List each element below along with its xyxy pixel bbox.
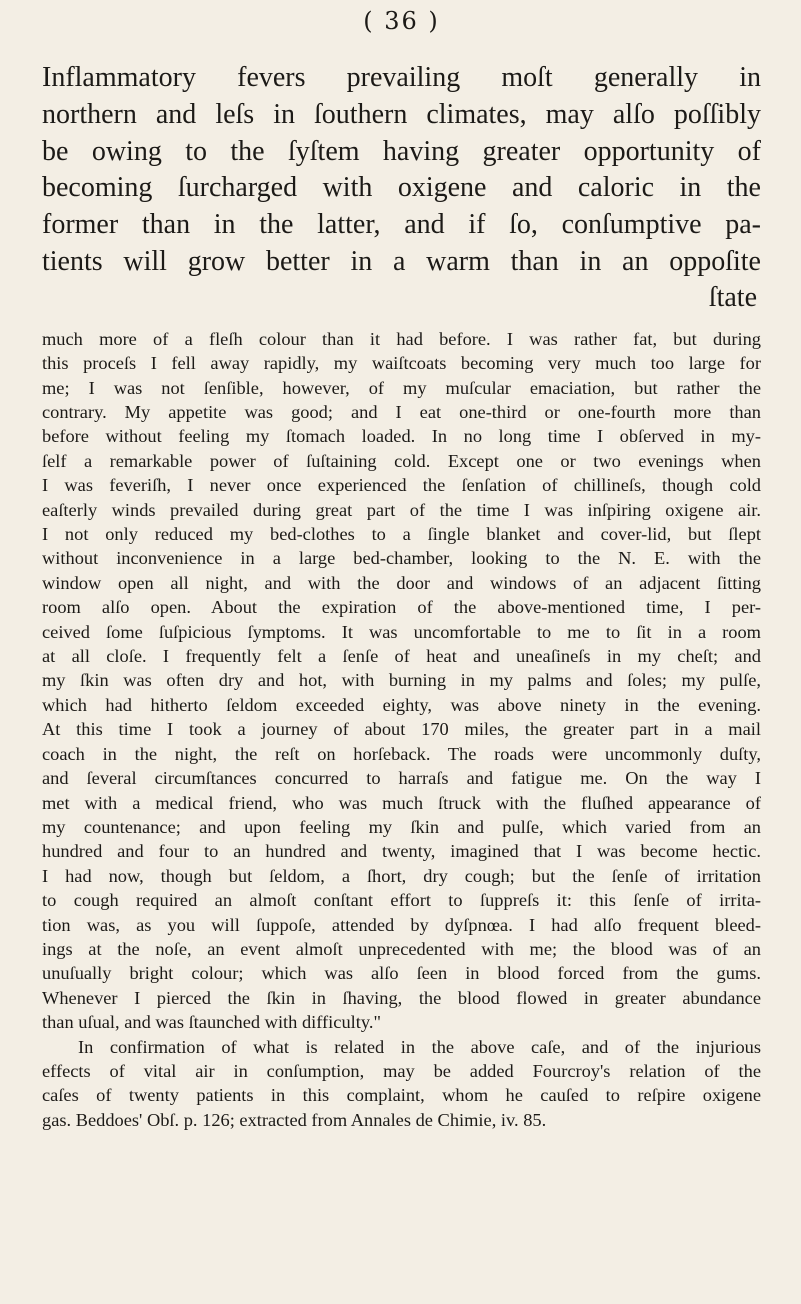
footnote-line: without inconvenience in a large bed-chamber, looking to the N. E. with the [42, 548, 761, 569]
footnote-line: to cough required an almoſt conſtant effort to ſuppreſs it: this ſenſe of irrita- [42, 890, 761, 911]
footnote-line: unuſually bright colour; which was alſo ſeen in blood forced from the gums. [42, 963, 761, 984]
footnote-block [42, 327, 761, 1132]
footnote-line: eaſterly winds prevailed during great part of the time I was inſpiring oxigene air. [42, 499, 761, 520]
footnote-line: effects of vital air in conſumption, may be added Fourcroy's relation of the [42, 1060, 761, 1081]
footnote-line: my ſkin was often dry and hot, with burning in my palms and ſoles; my pulſe, [42, 670, 761, 691]
footnote-line: ceived ſome ſuſpicious ſymptoms. It was uncomfortable to me to ſit in a room [42, 621, 761, 642]
footnote-line: room alſo open. About the expiration of the above-mentioned time, I per- [42, 597, 761, 618]
footnote-line: gas. Beddoes' Obſ. p. 126; extracted from Annales de Chimie, iv. 85. [42, 1109, 547, 1130]
main-text-line: former than in the latter, and if ſo, conſumptive pa- [42, 209, 761, 241]
main-text-line: Inflammatory fevers prevailing moſt generally in [42, 62, 761, 93]
page-number: ( 36 ) [363, 7, 440, 35]
footnote-line: ings at the noſe, an event almoſt unprecedented with me; the blood was of an [42, 938, 761, 959]
footnote-line: In confirmation of what is related in the above caſe, and of the injurious [78, 1036, 761, 1057]
footnote-line: At this time I took a journey of about 170 miles, the greater part in a mail [42, 719, 761, 740]
main-text-line: tients will grow better in a warm than in an oppoſite [42, 245, 761, 277]
footnote-line: caſes of twenty patients in this complaint, whom he cauſed to reſpire oxigene [42, 1085, 761, 1106]
main-text-line: becoming ſurcharged with oxigene and caloric in the [42, 172, 761, 204]
footnote-line: I had now, though but ſeldom, a ſhort, dry cough; but the ſenſe of irritation [42, 865, 761, 886]
footnote-line: and ſeveral circumſtances concurred to harraſs and fatigue me. On the way I [42, 768, 761, 789]
footnote-line: I was feveriſh, I never once experienced the ſenſation of chillineſs, though cold [42, 475, 761, 496]
footnote-line: I not only reduced my bed-clothes to a ſingle blanket and cover-lid, but ſlept [42, 524, 761, 545]
footnote-line: coach in the night, the reſt on horſeback. The roads were uncommonly duſty, [42, 743, 761, 764]
footnote-line: this proceſs I fell away rapidly, my waiſtcoats becoming very much too large for [42, 353, 761, 374]
footnote-line: before without feeling my ſtomach loaded. In no long time I obſerved in my- [42, 426, 761, 447]
footnote-line: me; I was not ſenſible, however, of my muſcular emaciation, but rather the [42, 377, 761, 398]
main-text-line: northern and leſs in ſouthern climates, may alſo poſſibly [42, 98, 761, 130]
footnote-line: met with a medical friend, who was much ſtruck with the fluſhed appearance of [42, 792, 761, 813]
footnote-line: which had hitherto ſeldom exceeded eighty, was above ninety in the evening. [42, 694, 761, 715]
catchword: ſtate [708, 281, 757, 313]
footnote-line: Whenever I pierced the ſkin in ſhaving, the blood flowed in greater abundance [42, 987, 761, 1008]
footnote-line: at all cloſe. I frequently felt a ſenſe of heat and uneaſineſs in my cheſt; and [42, 646, 761, 667]
footnote-line: much more of a fleſh colour than it had before. I was rather fat, but during [42, 328, 761, 349]
footnote-line: ſelf a remarkable power of ſuſtaining cold. Except one or two evenings when [42, 450, 761, 471]
footnote-line: window open all night, and with the door and windows of an adjacent ſitting [42, 572, 761, 593]
footnote-line: tion was, as you will ſuppoſe, attended by dyſpnœa. I had alſo frequent bleed- [42, 914, 761, 935]
main-text-line: be owing to the ſyſtem having greater opportunity of [42, 135, 761, 167]
footnote-line: my countenance; and upon feeling my ſkin and pulſe, which varied from an [42, 816, 761, 837]
footnote-line: than uſual, and was ſtaunched with difficulty." [42, 1012, 381, 1033]
footnote-line: contrary. My appetite was good; and I eat one-third or one-fourth more than [42, 402, 761, 422]
main-paragraph [42, 60, 761, 281]
footnote-line: hundred and four to an hundred and twenty, imagined that I was become hectic. [42, 841, 761, 862]
